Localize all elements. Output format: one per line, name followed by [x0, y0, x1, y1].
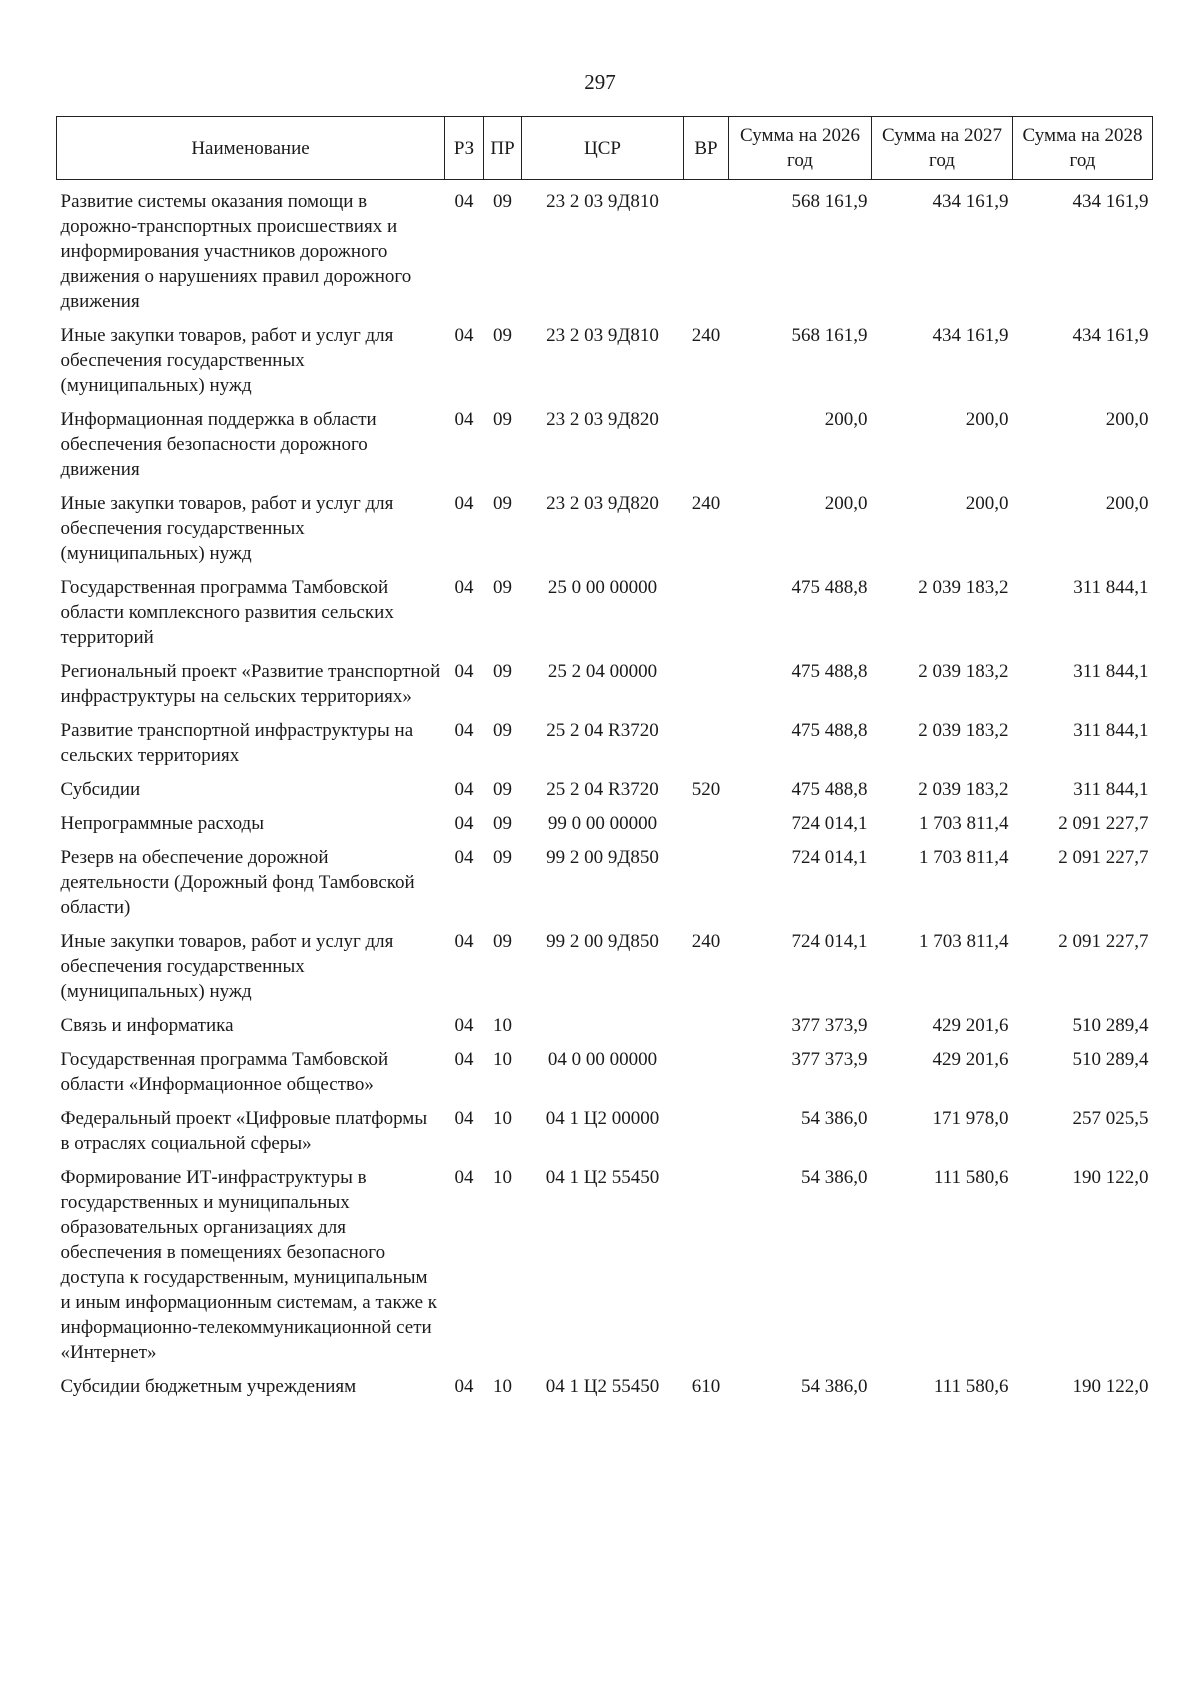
cell-vr [684, 650, 729, 709]
cell-csr: 99 2 00 9Д850 [546, 931, 659, 952]
header-name: Наименование [57, 117, 445, 180]
cell-name: Непрограммные расходы [60, 813, 264, 834]
cell-vr [684, 1156, 729, 1365]
cell-pr: 09 [493, 779, 512, 800]
cell-rz: 04 [454, 779, 474, 800]
cell-sum-2026: 54 386,0 [801, 1376, 868, 1397]
cell-sum-2026: 475 488,8 [791, 779, 868, 800]
header-rz: РЗ [445, 117, 484, 180]
cell-name: Иные закупки товаров, работ и услуг для обеспечения государственных (муниципальных) нужд [60, 931, 394, 1002]
cell-sum-2026: 724 014,1 [791, 931, 868, 952]
cell-sum-2027: 1 703 811,4 [918, 847, 1009, 868]
cell-pr: 09 [493, 847, 512, 868]
cell-name: Информационная поддержка в области обеспечения безопасности дорожного движения [60, 409, 377, 480]
cell-vr [684, 180, 729, 315]
budget-table [56, 116, 1153, 1399]
cell-csr: 25 0 00 00000 [547, 577, 658, 598]
cell-csr [522, 1004, 684, 1038]
cell-sum-2027: 200,0 [965, 493, 1009, 514]
cell-pr: 09 [493, 720, 512, 741]
cell-name: Развитие транспортной инфраструктуры на сельских территориях [60, 720, 414, 766]
cell-sum-2028: 200,0 [1105, 493, 1149, 514]
cell-sum-2027: 200,0 [965, 409, 1009, 430]
cell-sum-2028: 257 025,5 [1072, 1108, 1149, 1129]
cell-rz: 04 [454, 191, 474, 212]
cell-name: Резерв на обеспечение дорожной деятельности (Дорожный фонд Тамбовской области) [60, 847, 415, 918]
table-row [57, 836, 1153, 920]
cell-name: Субсидии бюджетным учреждениям [60, 1376, 357, 1397]
cell-vr: 610 [691, 1376, 721, 1397]
cell-pr: 09 [493, 931, 512, 952]
table-body [57, 180, 1153, 1400]
cell-sum-2026: 54 386,0 [801, 1167, 868, 1188]
cell-pr: 09 [493, 493, 512, 514]
table-row [57, 180, 1153, 315]
cell-vr [684, 566, 729, 650]
cell-csr: 25 2 04 R3720 [546, 779, 659, 800]
cell-name: Государственная программа Тамбовской области «Информационное общество» [60, 1049, 389, 1095]
header-csr: ЦСР [522, 117, 684, 180]
cell-sum-2026: 54 386,0 [801, 1108, 868, 1129]
cell-csr: 23 2 03 9Д820 [546, 493, 659, 514]
cell-rz: 04 [454, 493, 474, 514]
header-vr: ВР [684, 117, 729, 180]
table-row [57, 768, 1153, 802]
cell-sum-2027: 2 039 183,2 [918, 779, 1009, 800]
cell-csr: 99 2 00 9Д850 [546, 847, 659, 868]
table-row [57, 802, 1153, 836]
cell-csr: 04 1 Ц2 55450 [545, 1376, 660, 1397]
cell-sum-2027: 434 161,9 [932, 191, 1009, 212]
cell-name: Федеральный проект «Цифровые платформы в отраслях социальной сферы» [60, 1108, 428, 1154]
cell-sum-2027: 1 703 811,4 [918, 813, 1009, 834]
header-sum-2028: Сумма на 2028 год [1013, 117, 1153, 180]
cell-rz: 04 [454, 577, 474, 598]
cell-sum-2026: 475 488,8 [791, 661, 868, 682]
cell-sum-2028: 2 091 227,7 [1058, 813, 1149, 834]
cell-sum-2027: 2 039 183,2 [918, 661, 1009, 682]
cell-name: Иные закупки товаров, работ и услуг для обеспечения государственных (муниципальных) нужд [60, 325, 394, 396]
header-pr: ПР [484, 117, 522, 180]
cell-sum-2028: 2 091 227,7 [1058, 847, 1149, 868]
cell-sum-2026: 475 488,8 [791, 577, 868, 598]
cell-sum-2028: 434 161,9 [1072, 191, 1149, 212]
cell-csr: 25 2 04 R3720 [546, 720, 659, 741]
cell-sum-2028: 510 289,4 [1072, 1015, 1149, 1036]
cell-sum-2028: 311 844,1 [1073, 720, 1149, 741]
cell-pr: 09 [493, 577, 512, 598]
cell-pr: 10 [493, 1376, 512, 1397]
cell-csr: 99 0 00 00000 [547, 813, 658, 834]
table-row [57, 1004, 1153, 1038]
cell-sum-2026: 568 161,9 [791, 325, 868, 346]
cell-rz: 04 [454, 1108, 474, 1129]
cell-vr [684, 398, 729, 482]
table-row [57, 482, 1153, 566]
cell-name: Региональный проект «Развитие транспортной инфраструктуры на сельских территориях» [60, 661, 441, 707]
cell-vr: 520 [691, 779, 721, 800]
cell-name: Связь и информатика [60, 1015, 234, 1036]
cell-sum-2028: 190 122,0 [1072, 1376, 1149, 1397]
cell-pr: 10 [493, 1167, 512, 1188]
table-row [57, 709, 1153, 768]
cell-name: Субсидии [60, 779, 141, 800]
cell-vr: 240 [691, 493, 721, 514]
cell-sum-2028: 190 122,0 [1072, 1167, 1149, 1188]
cell-pr: 09 [493, 191, 512, 212]
cell-sum-2027: 1 703 811,4 [918, 931, 1009, 952]
cell-csr: 23 2 03 9Д810 [546, 325, 659, 346]
cell-sum-2026: 724 014,1 [791, 847, 868, 868]
table-row [57, 1365, 1153, 1399]
table-row [57, 398, 1153, 482]
cell-csr: 04 1 Ц2 00000 [545, 1108, 660, 1129]
table-row [57, 314, 1153, 398]
table-row [57, 1097, 1153, 1156]
cell-sum-2027: 111 580,6 [933, 1376, 1009, 1397]
cell-vr [684, 802, 729, 836]
header-sum-2026: Сумма на 2026 год [729, 117, 872, 180]
cell-pr: 10 [493, 1049, 512, 1070]
cell-sum-2027: 429 201,6 [932, 1015, 1009, 1036]
cell-sum-2026: 200,0 [824, 493, 868, 514]
cell-rz: 04 [454, 813, 474, 834]
cell-vr: 240 [691, 931, 721, 952]
cell-sum-2027: 434 161,9 [932, 325, 1009, 346]
cell-pr: 09 [493, 813, 512, 834]
cell-sum-2028: 200,0 [1105, 409, 1149, 430]
table-row [57, 920, 1153, 1004]
cell-pr: 10 [493, 1015, 512, 1036]
cell-rz: 04 [454, 1015, 474, 1036]
cell-rz: 04 [454, 1376, 474, 1397]
cell-pr: 09 [493, 409, 512, 430]
cell-vr [684, 1097, 729, 1156]
cell-sum-2026: 200,0 [824, 409, 868, 430]
cell-rz: 04 [454, 1167, 474, 1188]
cell-name: Государственная программа Тамбовской области комплексного развития сельских территорий [60, 577, 394, 648]
cell-pr: 09 [493, 325, 512, 346]
cell-csr: 23 2 03 9Д810 [546, 191, 659, 212]
cell-pr: 09 [493, 661, 512, 682]
cell-sum-2026: 568 161,9 [791, 191, 868, 212]
table-row [57, 1038, 1153, 1097]
cell-csr: 04 0 00 00000 [547, 1049, 658, 1070]
cell-rz: 04 [454, 409, 474, 430]
cell-vr [684, 709, 729, 768]
cell-sum-2026: 377 373,9 [791, 1049, 868, 1070]
cell-name: Формирование ИТ-инфраструктуры в государственных и муниципальных образовательных организациях для обеспечения в помещениях безопасного доступа к государственным, муниципальным и иным информационным системам, а также к информационно-телекоммуникационной сети «Интернет» [60, 1167, 437, 1363]
cell-name: Иные закупки товаров, работ и услуг для обеспечения государственных (муниципальных) нужд [60, 493, 394, 564]
cell-sum-2027: 429 201,6 [932, 1049, 1009, 1070]
cell-sum-2027: 2 039 183,2 [918, 577, 1009, 598]
cell-sum-2026: 377 373,9 [791, 1015, 868, 1036]
cell-csr: 04 1 Ц2 55450 [545, 1167, 660, 1188]
cell-vr [684, 1004, 729, 1038]
cell-rz: 04 [454, 1049, 474, 1070]
cell-rz: 04 [454, 325, 474, 346]
cell-sum-2027: 111 580,6 [933, 1167, 1009, 1188]
cell-rz: 04 [454, 931, 474, 952]
cell-sum-2028: 510 289,4 [1072, 1049, 1149, 1070]
cell-name: Развитие системы оказания помощи в дорожно-транспортных происшествиях и информирования участников дорожного движения о нарушениях правил дорожного движения [60, 191, 412, 312]
header-sum-2027: Сумма на 2027 год [872, 117, 1013, 180]
cell-sum-2028: 434 161,9 [1072, 325, 1149, 346]
cell-sum-2027: 171 978,0 [932, 1108, 1009, 1129]
cell-csr: 25 2 04 00000 [547, 661, 658, 682]
cell-sum-2028: 2 091 227,7 [1058, 931, 1149, 952]
cell-sum-2026: 475 488,8 [791, 720, 868, 741]
table-header [57, 117, 1153, 180]
table-row [57, 566, 1153, 650]
cell-rz: 04 [454, 661, 474, 682]
cell-pr: 10 [493, 1108, 512, 1129]
table-row [57, 1156, 1153, 1365]
cell-vr [684, 836, 729, 920]
cell-sum-2028: 311 844,1 [1073, 661, 1149, 682]
cell-sum-2028: 311 844,1 [1073, 779, 1149, 800]
cell-sum-2028: 311 844,1 [1073, 577, 1149, 598]
cell-vr: 240 [691, 325, 721, 346]
page-number: 297 [584, 70, 616, 94]
cell-rz: 04 [454, 720, 474, 741]
table-row [57, 650, 1153, 709]
cell-rz: 04 [454, 847, 474, 868]
cell-csr: 23 2 03 9Д820 [546, 409, 659, 430]
cell-vr [684, 1038, 729, 1097]
cell-sum-2026: 724 014,1 [791, 813, 868, 834]
cell-sum-2027: 2 039 183,2 [918, 720, 1009, 741]
